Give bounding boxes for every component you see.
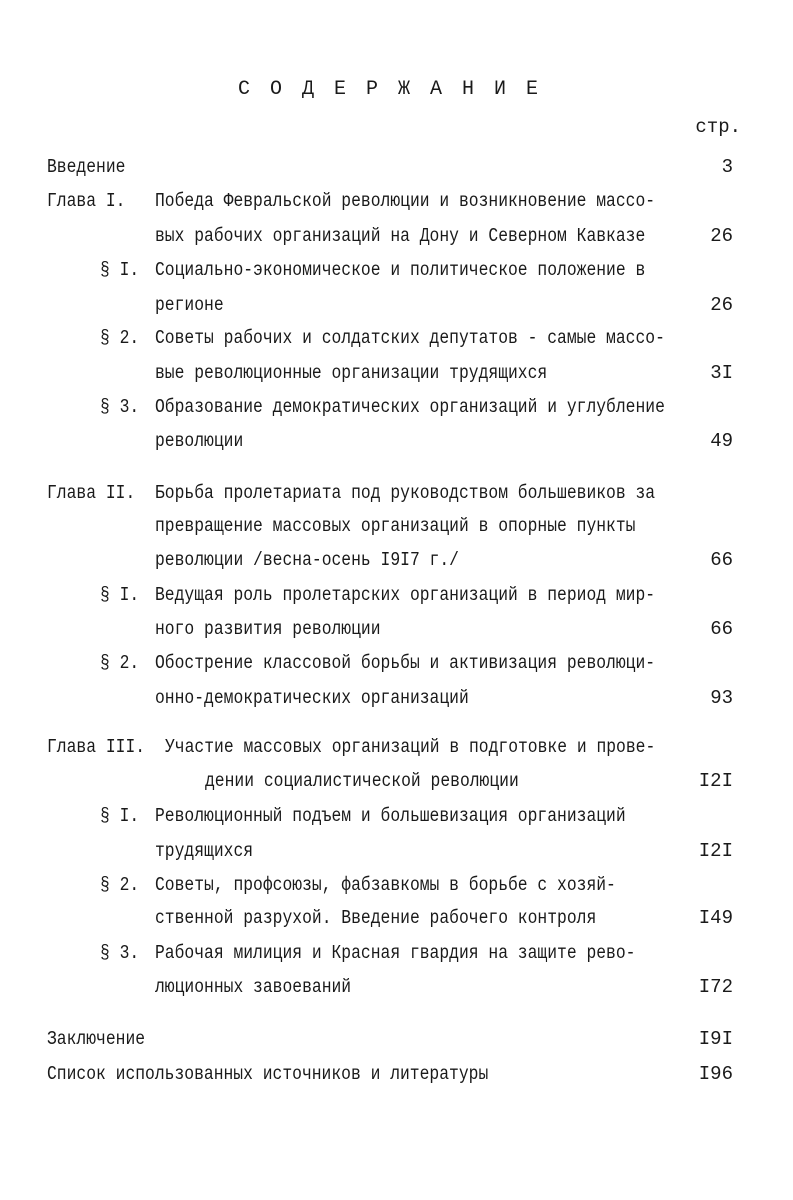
section-page: 49: [710, 430, 733, 452]
section-title-line1: Революционный подъем и большевизация организаций: [155, 805, 626, 827]
chapter2-title-line2: превращение массовых организаций в опорные пункты: [155, 515, 636, 537]
section-title-line1: Обострение классовой борьбы и активизация революци-: [155, 652, 656, 674]
toc-conclusion-page: I9I: [698, 1028, 733, 1050]
chapter3-title-line1: Участие массовых организаций в подготовке и прове-: [165, 736, 656, 758]
section-title-line1: Советы рабочих и солдатских депутатов - самые массо-: [155, 327, 665, 349]
toc-intro-label: Введение: [47, 156, 126, 178]
chapter2-title-line3: революции /весна-осень I9I7 г./: [155, 549, 459, 571]
section-page: 26: [710, 294, 733, 316]
chapter1-label: Глава I.: [47, 190, 126, 212]
section-title-line1: Советы, профсоюзы, фабзавкомы в борьбе с хозяй-: [155, 874, 616, 896]
section-number: § I.: [100, 259, 140, 281]
chapter2-label: Глава II.: [47, 482, 136, 504]
section-number: § 3.: [100, 942, 140, 964]
section-page: I2I: [698, 840, 733, 862]
section-number: § 2.: [100, 652, 140, 674]
section-page: I49: [698, 907, 733, 929]
section-page: 3I: [710, 362, 733, 384]
toc-bibliography-label: Список использованных источников и литературы: [47, 1063, 489, 1085]
section-number: § 2.: [100, 874, 140, 896]
chapter1-title-line1: Победа Февральской революции и возникновение массо-: [155, 190, 656, 212]
section-page: 93: [710, 687, 733, 709]
section-number: § 3.: [100, 396, 140, 418]
section-number: § I.: [100, 805, 140, 827]
section-title-line1: Образование демократических организаций и углубление: [155, 396, 665, 418]
toc-bibliography-page: I96: [698, 1063, 733, 1085]
section-title-line2: трудящихся: [155, 840, 254, 862]
section-title-line2: революции: [155, 430, 244, 452]
section-title-line2: онно-демократических организаций: [155, 687, 469, 709]
section-title-line1: Социально-экономическое и политическое положение в: [155, 259, 646, 281]
chapter1-page: 26: [710, 225, 733, 247]
chapter3-page: I2I: [698, 770, 733, 792]
section-title-line2: ственной разрухой. Введение рабочего контроля: [155, 907, 597, 929]
chapter3-label: Глава III.: [47, 736, 146, 758]
section-number: § I.: [100, 584, 140, 606]
chapter3-title-line2: дении социалистической революции: [205, 770, 519, 792]
chapter2-title-line1: Борьба пролетариата под руководством большевиков за: [155, 482, 656, 504]
toc-intro-page: 3: [721, 156, 733, 178]
chapter2-page: 66: [710, 549, 733, 571]
section-page: I72: [698, 976, 733, 998]
chapter1-title-line2: вых рабочих организаций на Дону и Северном Кавказе: [155, 225, 646, 247]
section-number: § 2.: [100, 327, 140, 349]
section-title-line2: люционных завоеваний: [155, 976, 352, 998]
section-title-line2: регионе: [155, 294, 224, 316]
page-title: С О Д Е Р Ж А Н И Е: [238, 78, 543, 101]
section-title-line2: ного развития революции: [155, 618, 381, 640]
toc-conclusion-label: Заключение: [47, 1028, 146, 1050]
section-page: 66: [710, 618, 733, 640]
section-title-line2: вые революционные организации трудящихся: [155, 362, 548, 384]
section-title-line1: Ведущая роль пролетарских организаций в период мир-: [155, 584, 656, 606]
section-title-line1: Рабочая милиция и Красная гвардия на защите рево-: [155, 942, 636, 964]
page-column-label: стр.: [695, 116, 741, 138]
